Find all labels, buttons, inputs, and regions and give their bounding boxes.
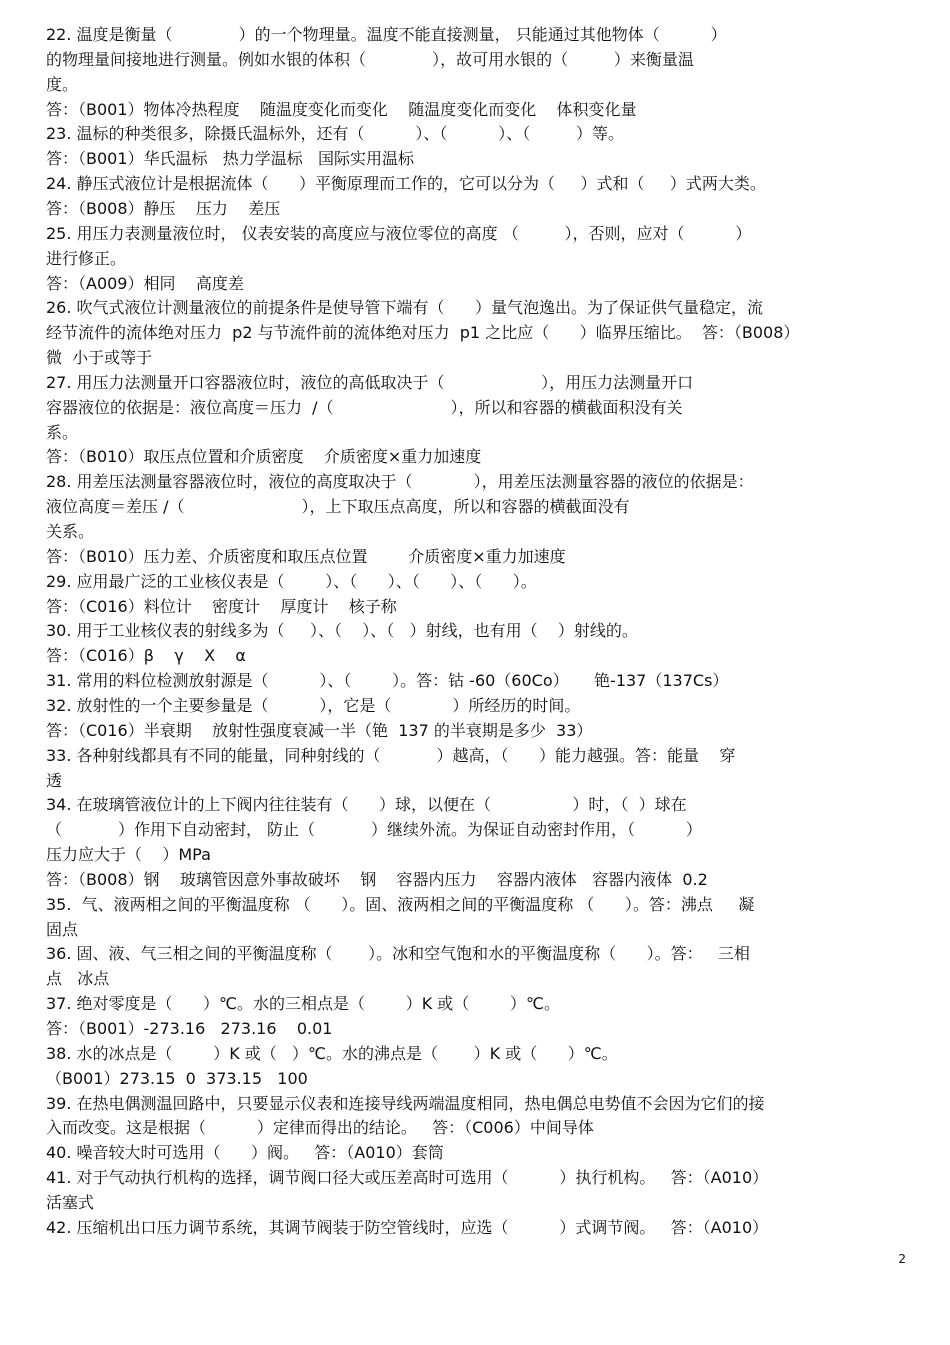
text-line: 34. 在玻璃管液位计的上下阀内往往装有（ ）球，以便在（ ）时，（ ）球在 bbox=[46, 795, 687, 815]
text-line: 33. 各种射线都具有不同的能量，同种射线的（ ）越高，（ ）能力越强。答：能量 穿 bbox=[46, 745, 736, 765]
text-line: 固点 bbox=[46, 919, 79, 939]
text-line: 活塞式 bbox=[46, 1192, 95, 1212]
text-line: 29. 应用最广泛的工业核仪表是（ ）、（ ）、（ ）、（ ）。 bbox=[46, 571, 537, 591]
text-line: 进行修正。 bbox=[46, 248, 127, 268]
text-line: 22. 温度是衡量（ ）的一个物理量。温度不能直接测量， 只能通过其他物体（ ） bbox=[46, 25, 727, 44]
text-line: 38. 水的冰点是（ ）K 或（ ）℃。水的沸点是（ ）K 或（ ）℃。 bbox=[46, 1043, 618, 1063]
text-line: 39. 在热电偶测温回路中，只要显示仪表和连接导线两端温度相同，热电偶总电势值不会因为它们的接 bbox=[46, 1093, 765, 1113]
text-line: 37. 绝对零度是（ ）℃。水的三相点是（ ）K 或（ ）℃。 bbox=[46, 994, 560, 1014]
text-line: 经节流件的流体绝对压力 p2 与节流件前的流体绝对压力 p1 之比应（ ）临界压缩比。 答：（B008） bbox=[46, 323, 800, 343]
text-line: 24. 静压式液位计是根据流体（ ）平衡原理而工作的，它可以分为（ ）式和（ ）式两大类。 bbox=[46, 174, 766, 194]
text-line: 透 bbox=[46, 770, 63, 790]
text-line: 答：（C016）料位计 密度计 厚度计 核子称 bbox=[46, 596, 397, 616]
text-line: 32. 放射性的一个主要参量是（ ），它是（ ）所经历的时间。 bbox=[46, 695, 581, 715]
text-line: 系。 bbox=[46, 422, 79, 442]
text-line: 36. 固、液、气三相之间的平衡温度称（ ）。冰和空气饱和水的平衡温度称（ ）。答： 三相 bbox=[46, 944, 750, 964]
text-line: 压力应大于（ ）MPa bbox=[46, 845, 211, 865]
text-line: 答：（C016）半衰期 放射性强度衰减一半（铯 137 的半衰期是多少 33） bbox=[46, 720, 593, 740]
text-line: 41. 对于气动执行机构的选择，调节阀口径大或压差高时可选用（ ）执行机构。 答：（A010） bbox=[46, 1168, 769, 1188]
text-line: 答：（A009）相同 高度差 bbox=[46, 273, 244, 293]
text-line: 度。 bbox=[46, 74, 79, 94]
text-line: 42. 压缩机出口压力调节系统，其调节阀装于防空管线时，应选（ ）式调节阀。 答：（A010） bbox=[46, 1217, 769, 1237]
text-line: 31. 常用的料位检测放射源是（ ）、（ ）。答：钴 -60（60Co） 铯-137（137Cs） bbox=[46, 671, 729, 691]
text-line: 25. 用压力表测量液位时， 仪表安装的高度应与液位零位的高度 （ ），否则，应对（ ） bbox=[46, 223, 752, 243]
text-line: 答：（C016）β γ X α bbox=[46, 646, 246, 666]
text-line: 30. 用于工业核仪表的射线多为（ ）、（ ）、（ ）射线，也有用（ ）射线的。 bbox=[46, 621, 638, 641]
text-line: 40. 噪音较大时可选用（ ）阀。 答：（A010）套筒 bbox=[46, 1143, 444, 1163]
text-line: 28. 用差压法测量容器液位时，液位的高度取决于（ ），用差压法测量容器的液位的依据是： bbox=[46, 472, 754, 492]
text-line: 点 冰点 bbox=[46, 969, 110, 989]
text-line: 微 小于或等于 bbox=[46, 348, 153, 368]
text-line: 的物理量间接地进行测量。例如水银的体积（ ），故可用水银的（ ）来衡量温 bbox=[46, 49, 694, 69]
text-line: 35. 气、液两相之间的平衡温度称 （ ）。固、液两相之间的平衡温度称 （ ）。答：沸点 凝 bbox=[46, 894, 755, 914]
text-line: 答：（B008）钢 玻璃管因意外事故破坏 钢 容器内压力 容器内液体 容器内液体 0.2 bbox=[46, 869, 708, 889]
text-line: 液位高度＝差压 /（ ），上下取压点高度，所以和容器的横截面没有 bbox=[46, 497, 630, 517]
text-line: 答：（B010）取压点位置和介质密度 介质密度×重力加速度 bbox=[46, 447, 482, 467]
text-line: 答：（B001）华氏温标 热力学温标 国际实用温标 bbox=[46, 149, 415, 169]
text-line: （B001）273.15 0 373.15 100 bbox=[46, 1068, 308, 1088]
text-line: 答：（B001）-273.16 273.16 0.01 bbox=[46, 1019, 333, 1038]
text-line: 26. 吹气式液位计测量液位的前提条件是使导管下端有（ ）量气泡逸出。为了保证供气量稳定，流 bbox=[46, 298, 764, 318]
text-line: 容器液位的依据是：液位高度＝压力 /（ ），所以和容器的横截面积没有关 bbox=[46, 397, 683, 417]
text-line: 答：（B001）物体冷热程度 随温度变化而变化 随温度变化而变化 体积变化量 bbox=[46, 99, 637, 119]
text-line: 27. 用压力法测量开口容器液位时，液位的高低取决于（ ），用压力法测量开口 bbox=[46, 372, 694, 392]
page-number: 2 bbox=[898, 1252, 906, 1266]
text-line: 入而改变。这是根据（ ）定律而得出的结论。 答：（C006）中间导体 bbox=[46, 1118, 594, 1138]
text-line: （ ）作用下自动密封， 防止（ ）继续外流。为保证自动密封作用，（ ） bbox=[46, 820, 702, 840]
text-line: 关系。 bbox=[46, 522, 95, 541]
text-line: 23. 温标的种类很多，除摄氏温标外，还有（ ）、（ ）、（ ）等。 bbox=[46, 124, 625, 144]
text-line: 答：（B010）压力差、介质密度和取压点位置 介质密度×重力加速度 bbox=[46, 546, 566, 566]
text-line: 答：（B008）静压 压力 差压 bbox=[46, 198, 281, 218]
